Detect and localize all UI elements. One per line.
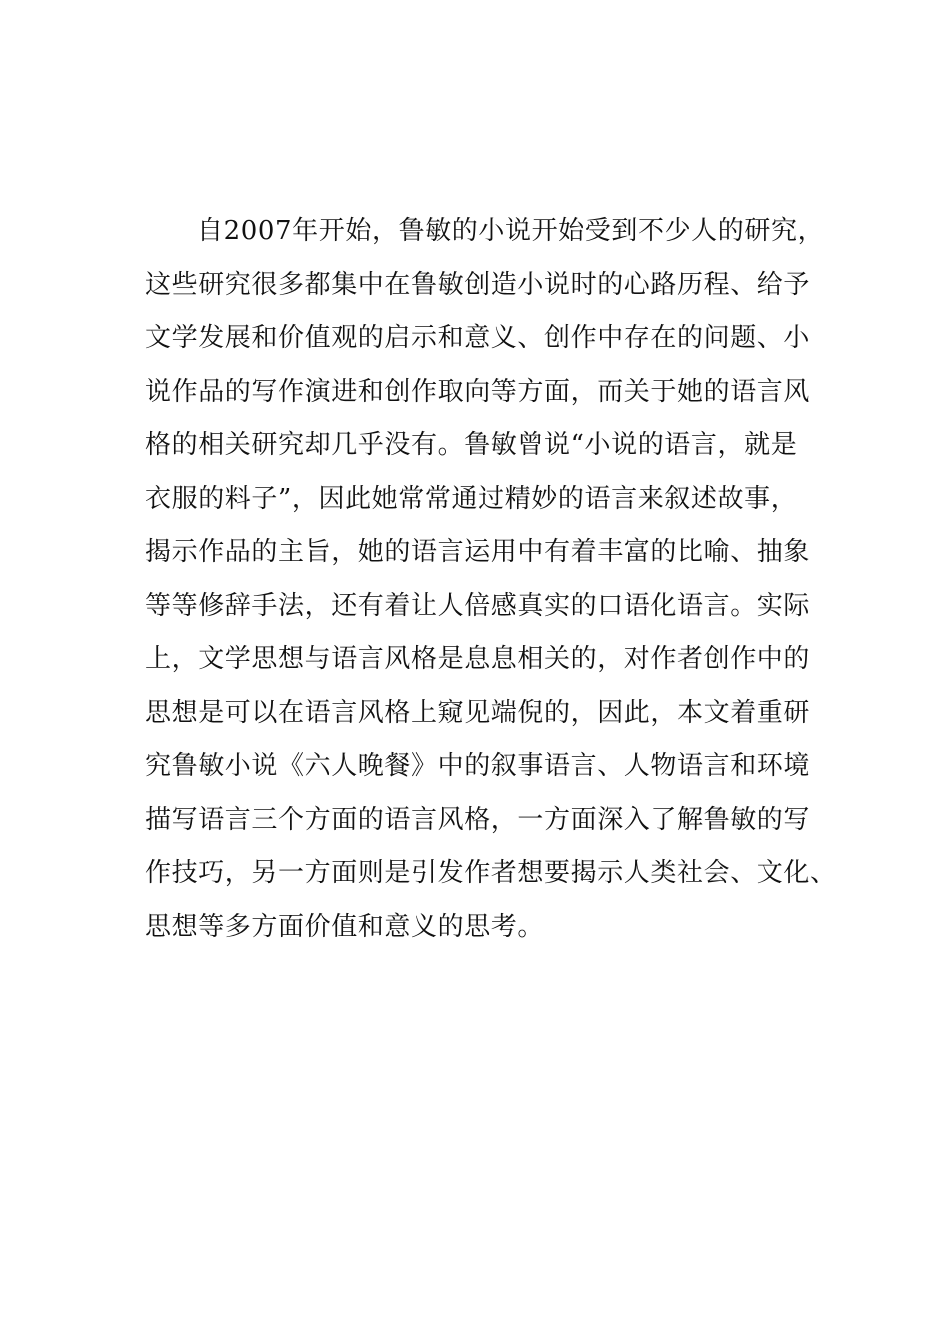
- paragraph-line: 等等修辞手法，还有着让人倍感真实的口语化语言。实际: [145, 590, 811, 621]
- paragraph-line: 这些研究很多都集中在鲁敏创造小说时的心路历程、给予: [145, 269, 811, 300]
- paragraph-line: 文学发展和价值观的启示和意义、创作中存在的问题、小: [145, 323, 811, 353]
- paragraph-line: 思想是可以在语言风格上窥见端倪的，因此，本文着重研: [145, 697, 811, 728]
- paragraph-line: 描写语言三个方面的语言风格，一方面深入了解鲁敏的写: [145, 804, 811, 835]
- paragraph-line: 格的相关研究却几乎没有。鲁敏曾说“小说的语言，就是: [145, 430, 798, 460]
- paragraph-line: 说作品的写作演进和创作取向等方面，而关于她的语言风: [145, 376, 811, 407]
- paragraph-line: 思想等多方面价值和意义的思考。: [145, 911, 545, 942]
- paragraph-line: 衣服的料子”，因此她常常通过精妙的语言来叙述故事，: [145, 483, 798, 514]
- paragraph-line: 自2007年开始，鲁敏的小说开始受到不少人的研究，: [197, 216, 825, 246]
- paragraph-line: 揭示作品的主旨，她的语言运用中有着丰富的比喻、抽象: [145, 537, 811, 567]
- paragraph-line: 究鲁敏小说《六人晚餐》中的叙事语言、人物语言和环境: [145, 751, 811, 781]
- paragraph-line: 作技巧，另一方面则是引发作者想要揭示人类社会、文化、: [145, 858, 837, 888]
- paragraph-line: 上，文学思想与语言风格是息息相关的，对作者创作中的: [145, 644, 811, 674]
- body-paragraph: [145, 205, 837, 954]
